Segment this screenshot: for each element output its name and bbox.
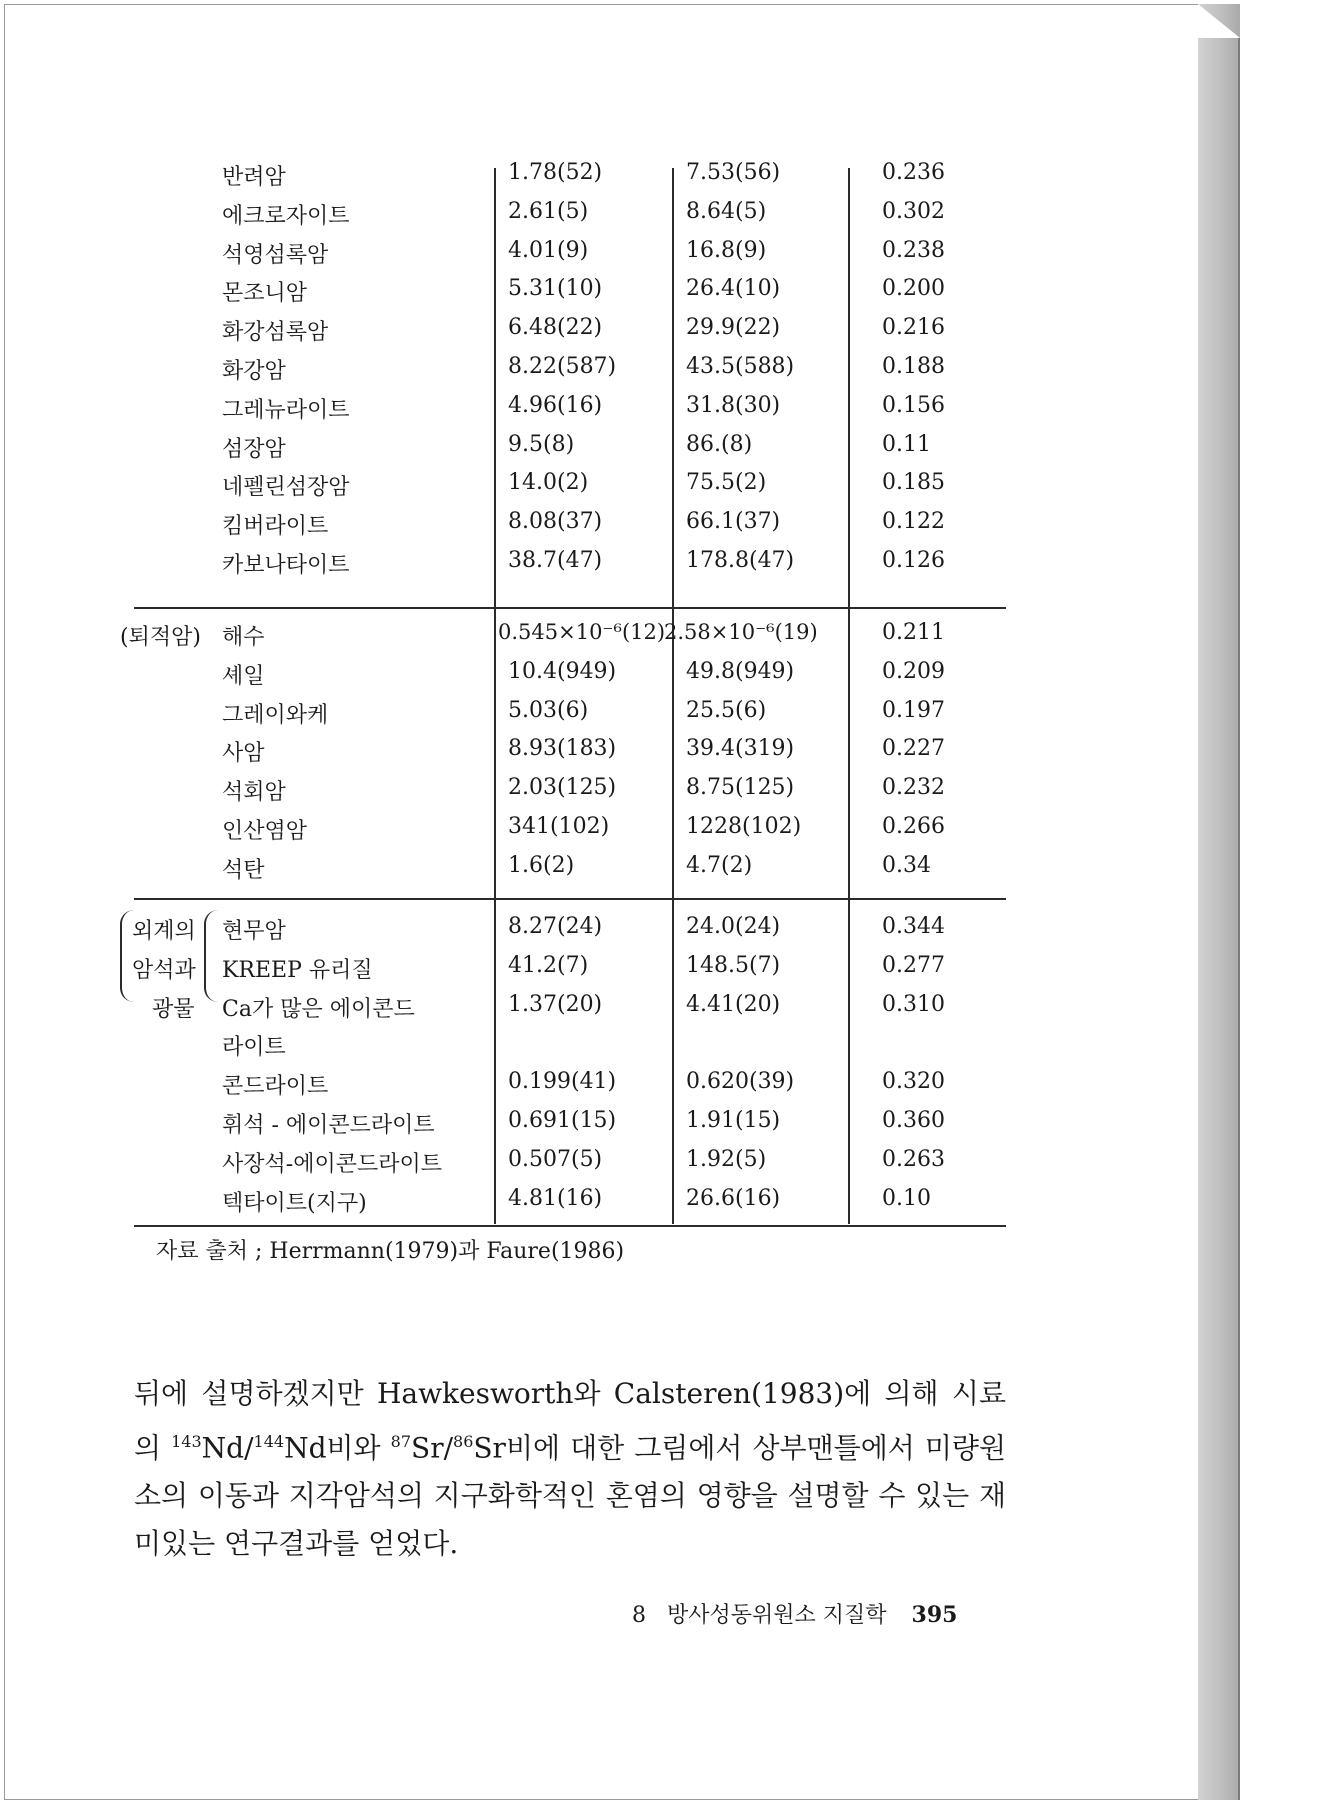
value-a-cell: 341(102) [508,814,610,839]
group-label: (퇴적암) [120,625,201,650]
value-a-cell: 5.03(6) [508,697,589,723]
ratio-cell: 0.310 [882,991,945,1017]
table-group-divider [134,898,1006,900]
value-b-cell: 8.75(125) [686,775,795,801]
rock-name-cell: 콘드라이트 [222,1074,329,1100]
value-b-cell: 8.64(5) [686,198,767,224]
ratio-cell: 0.200 [882,276,945,302]
value-a-cell: 2.61(5) [508,198,589,224]
value-a-cell: 5.31(10) [508,276,603,302]
value-a-cell: 1.37(20) [508,991,603,1017]
value-b-cell: 148.5(7) [686,952,781,978]
ratio-cell: 0.266 [882,814,945,839]
value-a-cell: 0.691(15) [508,1108,617,1133]
group-label: 광물 [152,996,195,1022]
table-row [134,659,1006,695]
value-a-cell: 8.93(183) [508,736,617,762]
para-superscript: 144 [253,1432,285,1451]
page-footer [632,1598,957,1629]
value-a-cell: 38.7(47) [508,548,603,573]
value-b-cell: 66.1(37) [686,509,781,535]
rock-name-cell: 셰일 [222,663,265,689]
rock-name-cell: 에크로자이트 [222,203,350,229]
table-row [134,992,1006,1028]
table-row [134,736,1006,772]
value-a-cell: 41.2(7) [508,952,589,978]
value-a-cell: 1.78(52) [508,160,603,185]
value-a-cell: 2.03(125) [508,775,617,801]
value-a-cell: 0.507(5) [508,1146,603,1172]
rock-name-cell: 몬조니암 [222,281,308,307]
value-a-cell: 0.199(41) [508,1069,617,1095]
value-a-cell: 4.81(16) [508,1185,603,1211]
group-bracket [204,910,220,1002]
value-b-cell: 1228(102) [686,814,802,839]
footer-chapter: 8 [632,1603,646,1628]
rock-name-cell: 사암 [222,741,265,767]
value-a-cell: 4.96(16) [508,392,603,418]
table-row [134,814,1006,850]
ratio-cell: 0.188 [882,354,945,379]
value-b-cell: 43.5(588) [686,354,795,379]
rock-name-cell: 카보나타이트 [222,553,350,578]
table-row [134,393,1006,429]
ratio-cell: 0.236 [882,160,945,185]
table-row [134,199,1006,235]
value-b-cell: 29.9(22) [686,315,781,341]
ratio-cell: 0.34 [882,852,931,878]
rock-name-cell: 휘석 - 에이콘드라이트 [222,1113,435,1138]
ratio-cell: 0.263 [882,1146,945,1172]
footer-page-number: 395 [911,1602,958,1628]
page-edge-line [1238,38,1240,1800]
rock-name-cell: 섬장암 [222,436,286,462]
rock-name-cell: 네펠린섬장암 [222,475,350,501]
ratio-cell: 0.197 [882,697,945,723]
table-row [134,548,1006,584]
ratio-cell: 0.302 [882,198,945,224]
value-a-cell: 1.6(2) [508,852,575,878]
value-a-cell: 10.4(949) [508,658,617,684]
value-b-cell: 4.41(20) [686,991,781,1017]
group-label: 암석과 [132,957,196,983]
table-row [134,315,1006,351]
value-b-cell: 4.7(2) [686,852,753,878]
value-a-cell: 6.48(22) [508,315,603,341]
table-row [134,276,1006,312]
group-bracket [120,910,136,1002]
table-row [134,914,1006,950]
ratio-cell: 0.11 [882,431,931,457]
rock-name-cell: 해수 [222,625,265,650]
value-b-cell: 31.8(30) [686,392,781,418]
table-row [134,698,1006,734]
table-row [134,354,1006,390]
para-text: Sr비에 대한 그림에서 상부맨틀에서 미량원소의 이동과 지각암석의 지구화학적인 혼염의 영향을 설명할 수 있는 재미있는 연구결과를 얻었다. [134,1431,1006,1561]
ratio-cell: 0.227 [882,736,945,762]
ratio-cell: 0.10 [882,1185,931,1211]
ratio-cell: 0.360 [882,1108,945,1133]
rock-name-cell: 반려암 [222,165,286,190]
value-b-cell: 2.58×10⁻⁶(19) [664,620,818,644]
value-a-cell: 0.545×10⁻⁶(12) [498,620,666,644]
ratio-cell: 0.232 [882,775,945,801]
value-b-cell: 86.(8) [686,431,753,457]
value-a-cell: 8.22(587) [508,354,617,379]
group-label: 외계의 [132,919,196,944]
ratio-cell: 0.277 [882,952,945,978]
para-text: Nd/ [201,1431,254,1465]
rock-name-cell: 텍타이트(지구) [222,1190,367,1216]
table-row [134,160,1006,196]
ratio-cell: 0.156 [882,392,945,418]
table-row [134,953,1006,989]
rock-name-cell: 인산염암 [222,819,308,844]
table-row [134,509,1006,545]
value-a-cell: 4.01(9) [508,237,589,263]
value-b-cell: 39.4(319) [686,736,795,762]
page-edge-shadow [1198,4,1240,1800]
value-b-cell: 26.6(16) [686,1185,781,1211]
table-source: 자료 출처 ; Herrmann(1979)과 Faure(1986) [156,1239,625,1264]
value-b-cell: 0.620(39) [686,1069,795,1095]
value-b-cell: 25.5(6) [686,697,767,723]
rock-name-cell: 그레이와케 [222,702,329,728]
table-group-divider [134,607,1006,609]
rock-name-cell: 석회암 [222,780,286,806]
table-row [134,470,1006,506]
table-row [134,620,1006,656]
rock-name-cell: 현무암 [222,919,286,944]
rock-name-cell: Ca가 많은 에이콘드 [222,996,415,1022]
table-row [134,1108,1006,1144]
ratio-cell: 0.320 [882,1069,945,1095]
value-b-cell: 1.91(15) [686,1108,781,1133]
value-b-cell: 178.8(47) [686,548,795,573]
rock-name-cell: 석탄 [222,857,265,883]
table-row [134,1030,1006,1066]
table-row [134,775,1006,811]
rock-name-cell: KREEP 유리질 [222,957,373,983]
table-row [134,1147,1006,1183]
table-row [134,1069,1006,1105]
value-b-cell: 16.8(9) [686,237,767,263]
para-text: 뒤에 설명하겠지만 Hawkesworth와 Calsteren(1983)에 의해 시료의 [134,1377,1006,1465]
value-b-cell: 7.53(56) [686,160,781,185]
footer-title: 방사성동위원소 지질학 [667,1603,887,1628]
ratio-cell: 0.344 [882,914,945,939]
table-row [134,238,1006,274]
value-a-cell: 14.0(2) [508,470,589,496]
ratio-cell: 0.122 [882,509,945,535]
ratio-cell: 0.185 [882,470,945,496]
ratio-cell: 0.211 [882,620,945,645]
value-b-cell: 26.4(10) [686,276,781,302]
table-bottom-rule [134,1225,1006,1227]
para-superscript: 86 [453,1432,474,1451]
value-a-cell: 9.5(8) [508,431,575,457]
value-a-cell: 8.08(37) [508,509,603,535]
para-superscript: 143 [171,1432,202,1451]
rock-name-cell: 화강암 [222,359,286,384]
value-b-cell: 1.92(5) [686,1146,767,1172]
rock-name-cell: 사장석-에이콘드라이트 [222,1151,442,1177]
rock-name-cell: 석영섬록암 [222,242,329,268]
ratio-cell: 0.216 [882,315,945,341]
rock-name-cell: 그레뉴라이트 [222,397,350,423]
ratio-cell: 0.126 [882,548,945,573]
ratio-cell: 0.238 [882,237,945,263]
value-a-cell: 8.27(24) [508,914,603,939]
value-b-cell: 24.0(24) [686,914,781,939]
table-row [134,1186,1006,1222]
table-row [134,853,1006,889]
para-superscript: 87 [390,1432,412,1451]
value-b-cell: 75.5(2) [686,470,767,496]
para-text: Sr/ [411,1431,454,1465]
table-row [134,432,1006,468]
rock-name-cell: 화강섬록암 [222,320,329,346]
ratio-cell: 0.209 [882,658,945,684]
body-paragraph [134,1370,1006,1568]
rock-name-cell: 킴버라이트 [222,514,329,540]
rock-name-cell: 라이트 [222,1035,286,1061]
para-text: Nd비와 [284,1431,391,1465]
value-b-cell: 49.8(949) [686,658,795,684]
